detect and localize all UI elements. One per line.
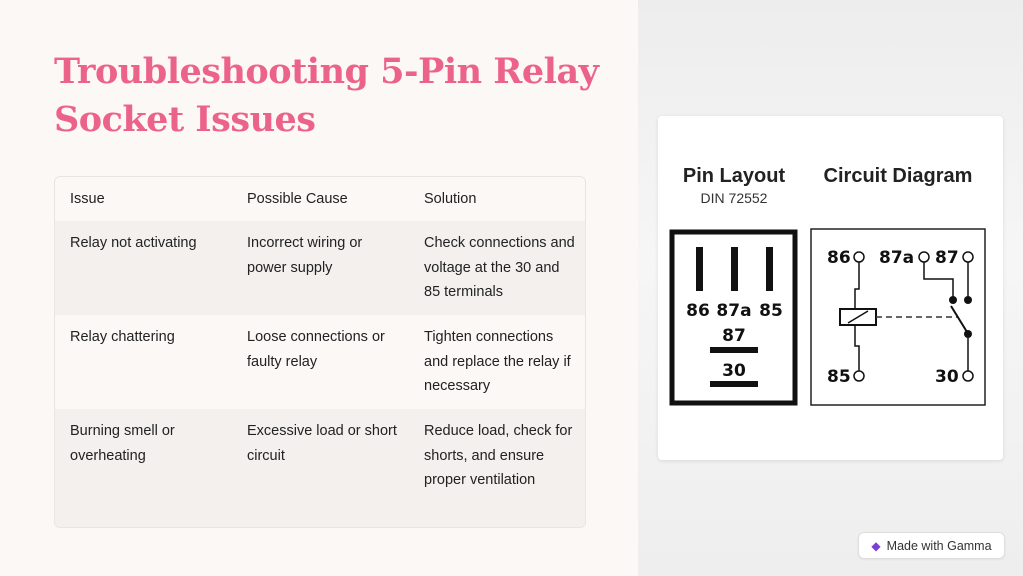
pin-86-bar bbox=[696, 247, 703, 291]
table-row bbox=[55, 409, 585, 527]
circuit-label-87a: 87a bbox=[879, 248, 915, 268]
switch-blade bbox=[951, 306, 967, 332]
relay-diagram-card bbox=[658, 116, 1003, 460]
contact-30 bbox=[964, 330, 972, 338]
cause-cell: Loose connections or faulty relay bbox=[247, 329, 385, 370]
troubleshooting-table bbox=[54, 176, 586, 528]
coil-wire-bottom bbox=[855, 325, 859, 371]
pin-label-87: 87 bbox=[722, 326, 746, 346]
pin-85-bar bbox=[766, 247, 773, 291]
issue-cell: Relay chattering bbox=[70, 329, 175, 345]
pin-label-86: 86 bbox=[686, 301, 710, 321]
circuit-label-86: 86 bbox=[827, 248, 851, 268]
pin-30-bar bbox=[710, 381, 758, 387]
pin-label-85: 85 bbox=[759, 301, 783, 321]
terminal-30 bbox=[963, 371, 973, 381]
terminal-87a bbox=[919, 252, 929, 262]
circuit-label-87: 87 bbox=[935, 248, 959, 268]
solution-cell: Reduce load, check for shorts, and ensure proper ventilation bbox=[424, 423, 573, 488]
pin-layout-title: Pin Layout bbox=[682, 165, 786, 187]
solution-cell: Tighten connections and replace the relay if necessary bbox=[424, 329, 571, 394]
pin-87a-bar bbox=[731, 247, 738, 291]
circuit-diagram-title: Circuit Diagram bbox=[823, 165, 973, 187]
issue-cell: Relay not activating bbox=[70, 235, 197, 251]
contact-87 bbox=[964, 296, 972, 304]
pin-label-30: 30 bbox=[722, 361, 746, 381]
terminal-85 bbox=[854, 371, 864, 381]
slide-title: Troubleshooting 5-Pin Relay Socket Issues bbox=[54, 51, 599, 140]
header-possible-cause: Possible Cause bbox=[247, 190, 348, 207]
gamma-logo-icon: ◆ bbox=[871, 538, 881, 553]
terminal-87 bbox=[963, 252, 973, 262]
relay-diagram bbox=[658, 116, 1003, 460]
terminal-86 bbox=[854, 252, 864, 262]
contact-87a bbox=[949, 296, 957, 304]
table-row bbox=[55, 221, 585, 315]
pin-layout-subtitle: DIN 72552 bbox=[700, 190, 768, 206]
badge-label: Made with Gamma bbox=[886, 538, 992, 553]
made-with-gamma-badge[interactable] bbox=[858, 532, 1005, 559]
pin-label-87a: 87a bbox=[716, 301, 752, 321]
header-issue: Issue bbox=[70, 190, 105, 207]
solution-cell: Check connections and voltage at the 30 and 85 terminals bbox=[424, 235, 575, 300]
cause-cell: Incorrect wiring or power supply bbox=[247, 235, 363, 276]
pin-87-bar bbox=[710, 347, 758, 353]
table-row bbox=[55, 315, 585, 409]
cause-cell: Excessive load or short circuit bbox=[247, 423, 397, 464]
circuit-label-30: 30 bbox=[935, 367, 959, 387]
issue-cell: Burning smell or overheating bbox=[70, 423, 175, 464]
header-solution: Solution bbox=[424, 190, 477, 207]
coil-wire-top bbox=[855, 262, 859, 309]
table-header-row bbox=[55, 177, 585, 221]
circuit-label-85: 85 bbox=[827, 367, 851, 387]
